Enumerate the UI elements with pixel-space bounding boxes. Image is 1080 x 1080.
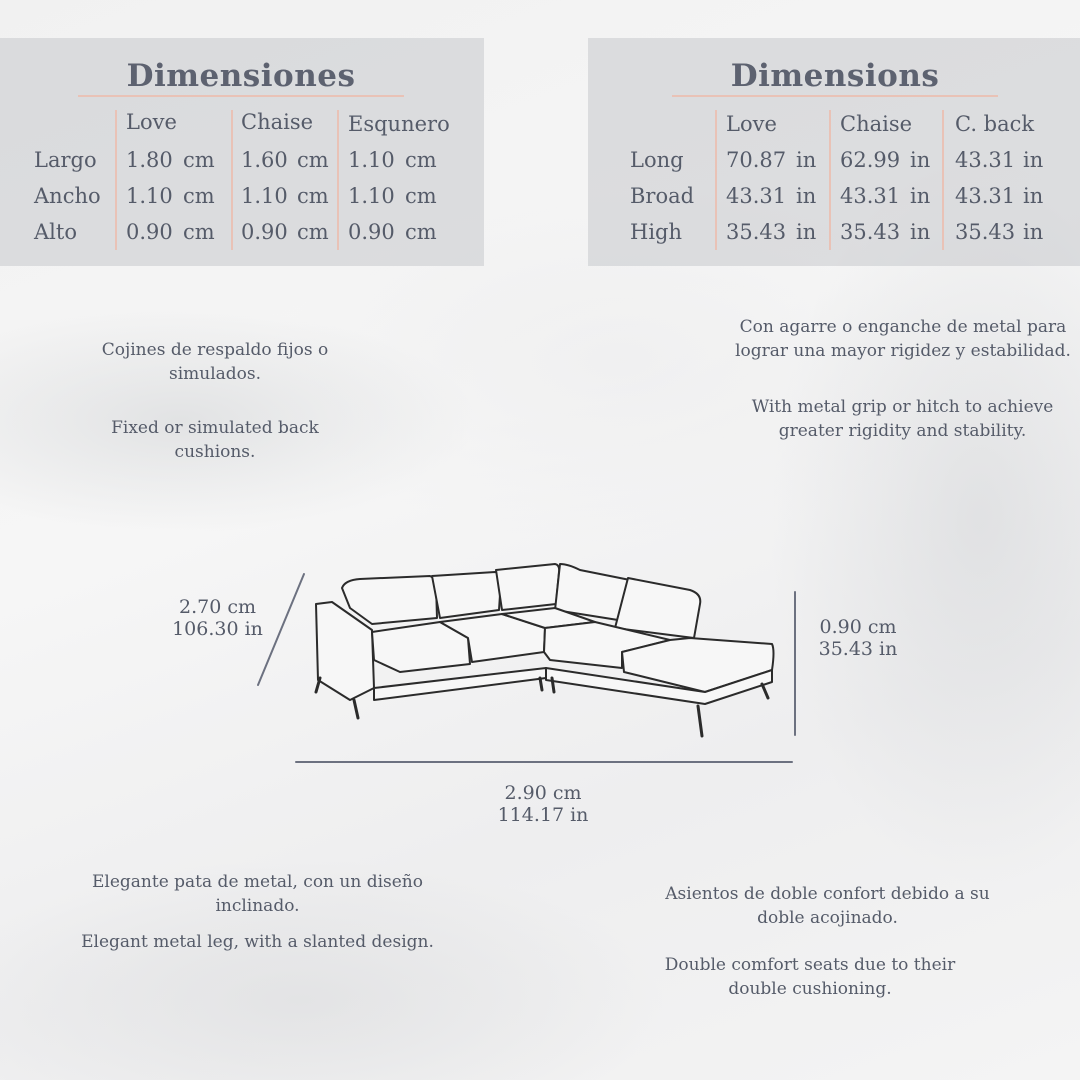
depth-cm: 2.70 cm <box>178 596 256 618</box>
back-cushion <box>342 576 437 624</box>
depth-dimension-line <box>258 574 304 685</box>
col-header-chaise: Chaise <box>840 112 913 136</box>
note-back-cushions-en: Fixed or simulated back cushions. <box>111 418 319 462</box>
title-divider <box>672 95 998 97</box>
value-cell: 70.87 <box>726 148 787 172</box>
panel-title-en: Dimensions <box>730 58 940 94</box>
dimensions-panel-es <box>0 38 484 266</box>
value-cell: 1.80 <box>126 148 173 172</box>
note-metal-grip-en: With metal grip or hitch to achieve greater rigidity and stability. <box>751 397 1054 441</box>
unit-cell: in <box>1023 220 1044 244</box>
value-cell: 35.43 <box>726 220 787 244</box>
unit-cell: in <box>1023 184 1044 208</box>
unit-cell: in <box>910 220 931 244</box>
unit-cell: in <box>1023 148 1044 172</box>
metal-leg <box>698 706 702 736</box>
col-header-c-back: C. back <box>955 112 1035 136</box>
unit-cell: cm <box>183 220 215 244</box>
unit-cell: in <box>796 220 817 244</box>
value-cell: 35.43 <box>840 220 901 244</box>
width-cm: 2.90 cm <box>504 782 582 804</box>
row-label-alto: Alto <box>34 220 77 244</box>
title-divider <box>78 95 404 97</box>
column-divider <box>231 110 233 250</box>
row-label-largo: Largo <box>34 148 97 172</box>
width-in: 114.17 in <box>497 804 589 826</box>
sectional-sofa-illustration <box>250 560 810 780</box>
metal-leg <box>552 678 554 692</box>
unit-cell: in <box>796 184 817 208</box>
unit-cell: cm <box>297 220 329 244</box>
column-divider <box>942 110 944 250</box>
height-in: 35.43 in <box>818 638 898 660</box>
column-divider <box>715 110 717 250</box>
panel-title-es: Dimensiones <box>126 58 356 94</box>
value-cell: 62.99 <box>840 148 901 172</box>
height-label <box>808 616 908 660</box>
row-label-broad: Broad <box>630 184 695 208</box>
value-cell: 1.10 <box>241 184 288 208</box>
dimensions-panel-en <box>588 38 1080 266</box>
note-double-comfort-en: Double comfort seats due to their double cushioning. <box>664 955 956 999</box>
column-divider <box>829 110 831 250</box>
value-cell: 35.43 <box>955 220 1016 244</box>
row-label-ancho: Ancho <box>34 184 101 208</box>
depth-in: 106.30 in <box>172 618 263 640</box>
value-cell: 43.31 <box>840 184 901 208</box>
unit-cell: in <box>796 148 817 172</box>
value-cell: 1.10 <box>348 148 395 172</box>
note-back-cushions-es: Cojines de respaldo fijos o simulados. <box>101 340 329 384</box>
metal-leg <box>316 678 320 692</box>
unit-cell: cm <box>297 184 329 208</box>
value-cell: 43.31 <box>955 184 1016 208</box>
unit-cell: in <box>910 148 931 172</box>
note-metal-leg-en: Elegant metal leg, with a slanted design. <box>81 932 434 952</box>
metal-leg <box>762 684 768 698</box>
value-cell: 0.90 <box>348 220 395 244</box>
col-header-esqunero: Esqunero <box>348 112 450 136</box>
back-cushion <box>432 572 501 618</box>
unit-cell: cm <box>183 184 215 208</box>
unit-cell: cm <box>405 148 437 172</box>
column-divider <box>337 110 339 250</box>
col-header-love: Love <box>726 112 777 136</box>
row-label-long: Long <box>630 148 684 172</box>
unit-cell: in <box>910 184 931 208</box>
value-cell: 1.10 <box>126 184 173 208</box>
column-divider <box>115 110 117 250</box>
col-header-chaise: Chaise <box>241 110 314 134</box>
metal-leg <box>540 678 542 690</box>
unit-cell: cm <box>405 220 437 244</box>
height-cm: 0.90 cm <box>819 616 897 638</box>
note-metal-leg-es: Elegante pata de metal, con un diseño inclinado. <box>92 872 423 916</box>
note-double-comfort-es: Asientos de doble confort debido a su doble acojinado. <box>665 884 990 928</box>
note-metal-grip-es: Con agarre o enganche de metal para lograr una mayor rigidez y estabilidad. <box>735 317 1071 361</box>
unit-cell: cm <box>297 148 329 172</box>
back-cushion <box>496 564 559 610</box>
row-label-high: High <box>630 220 682 244</box>
value-cell: 1.10 <box>348 184 395 208</box>
unit-cell: cm <box>405 184 437 208</box>
unit-cell: cm <box>183 148 215 172</box>
value-cell: 43.31 <box>726 184 787 208</box>
value-cell: 1.60 <box>241 148 288 172</box>
col-header-love: Love <box>126 110 177 134</box>
value-cell: 43.31 <box>955 148 1016 172</box>
width-label <box>488 782 598 826</box>
metal-leg <box>354 700 358 718</box>
value-cell: 0.90 <box>126 220 173 244</box>
value-cell: 0.90 <box>241 220 288 244</box>
